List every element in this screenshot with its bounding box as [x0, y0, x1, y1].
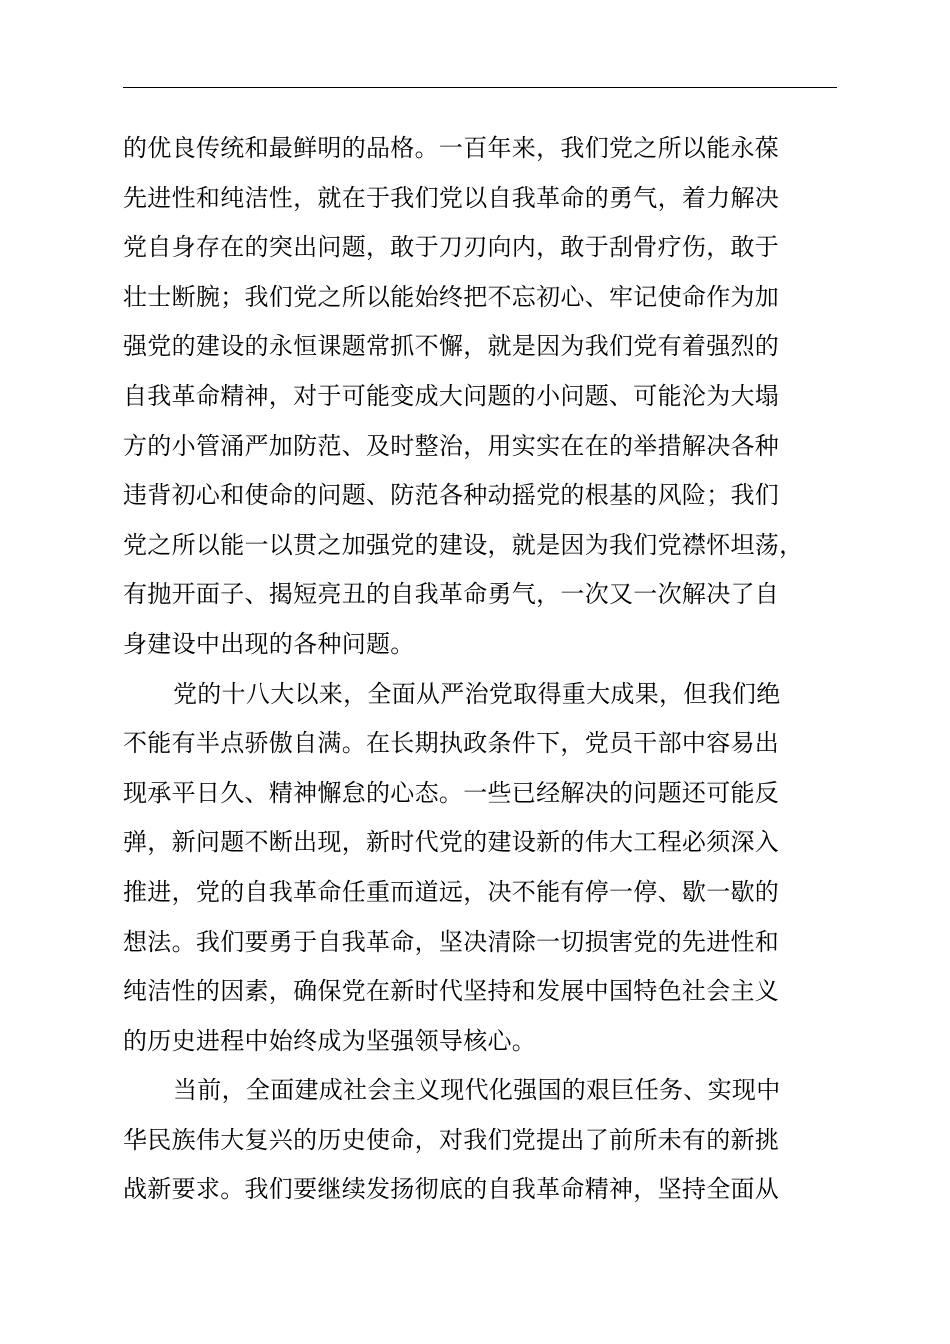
text-line: 想法。我们要勇于自我革命，坚决清除一切损害党的先进性和 — [123, 927, 780, 956]
text-line: 党的十八大以来，全面从严治党取得重大成果，但我们绝 — [173, 679, 781, 708]
header-rule — [123, 87, 837, 88]
text-line: 的历史进程中始终成为坚强领导核心。 — [123, 1026, 537, 1055]
text-line: 不能有半点骄傲自满。在长期执政条件下，党员干部中容易出 — [123, 729, 780, 758]
text-line: 的优良传统和最鲜明的品格。一百年来，我们党之所以能永葆 — [123, 134, 780, 162]
text-line: 身建设中出现的各种问题。 — [123, 629, 415, 658]
text-line: 当前，全面建成社会主义现代化强国的艰巨任务、实现中 — [173, 1076, 781, 1105]
text-line: 强党的建设的永恒课题常抓不懈，就是因为我们党有着强烈的 — [123, 332, 780, 361]
text-line: 推进，党的自我革命任重而道远，决不能有停一停、歇一歇的 — [123, 877, 780, 906]
text-line: 党之所以能一以贯之加强党的建设，就是因为我们党襟怀坦荡， — [123, 530, 804, 559]
text-line: 壮士断腕；我们党之所以能始终把不忘初心、牢记使命作为加 — [123, 282, 780, 311]
text-line: 有抛开面子、揭短亮丑的自我革命勇气，一次又一次解决了自 — [123, 580, 780, 609]
text-line: 先进性和纯洁性，就在于我们党以自我革命的勇气，着力解决 — [123, 183, 780, 212]
text-line: 违背初心和使命的问题、防范各种动摇党的根基的风险；我们 — [123, 481, 780, 510]
text-line: 现承平日久、精神懈怠的心态。一些已经解决的问题还可能反 — [123, 778, 780, 807]
text-line: 自我革命精神，对于可能变成大问题的小问题、可能沦为大塌 — [123, 381, 780, 410]
body-text — [123, 124, 863, 1215]
text-line: 方的小管涌严加防范、及时整治，用实实在在的举措解决各种 — [123, 431, 780, 460]
text-line: 党自身存在的突出问题，敢于刀刃向内，敢于刮骨疗伤，敢于 — [123, 233, 780, 262]
text-line: 弹，新问题不断出现，新时代党的建设新的伟大工程必须深入 — [123, 828, 780, 857]
text-line: 战新要求。我们要继续发扬彻底的自我革命精神，坚持全面从 — [123, 1175, 780, 1204]
text-line: 华民族伟大复兴的历史使命，对我们党提出了前所未有的新挑 — [123, 1125, 780, 1154]
text-line: 纯洁性的因素，确保党在新时代坚持和发展中国特色社会主义 — [123, 977, 780, 1006]
